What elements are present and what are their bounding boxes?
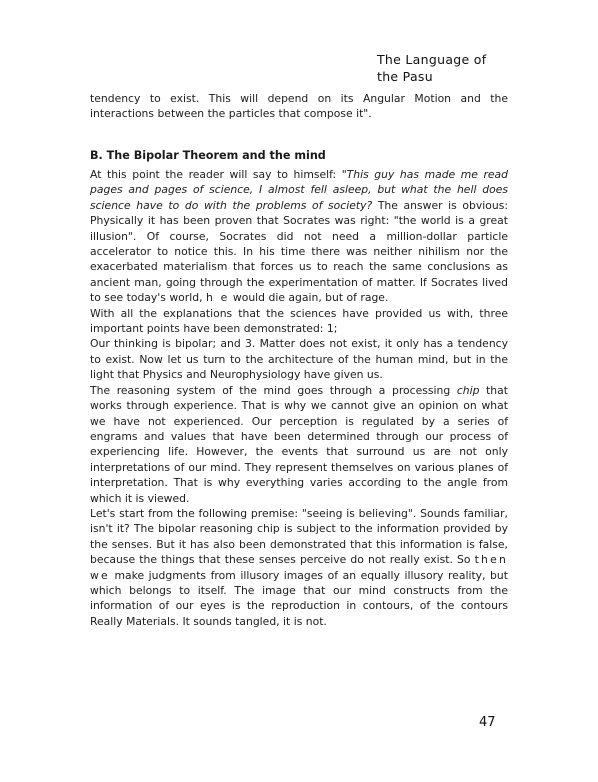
paragraph-1-quote: "This guy has made me read pages and pages of science, I almost fell asleep, but what the hell does science have to do with the problems of society? [90,168,509,212]
paragraph-1-spaced-word: h e [205,291,230,305]
paragraph-2: With all the explanations that the sciences have provided us with, three important points have been demonstrated: 1; [90,306,508,336]
paragraph-5-rest: make judgments from illusory images of an equally illusory reality, but which belongs to itself. The image that our mind constructs from the information of our eyes is the reproduction in contours, of the contours Really Materials. It sounds tangled, it is not. [90,568,508,628]
running-head [377,51,577,85]
section-heading: B. The Bipolar Theorem and the mind [90,149,326,162]
paragraph-4 [90,383,508,506]
paragraph-1-text: The answer is obvious: Physically it has been proven that Socrates was right: "the world is a great illusion". Of course, Socrates did not need a million-dollar particle accelerator to notice this. In his time there was neither nihilism nor the exacerbated materialism that forces us to reach the same conclusions as ancient man, going through the experimentation of matter. If Socrates lived to see today's world, [90,198,508,305]
paragraph-1-ending: would die again, but of rage. [229,291,389,305]
paragraph-1 [90,167,508,306]
paragraph-3: Our thinking is bipolar; and 3. Matter does not exist, it only has a tendency to exist. Now let us turn to the architecture of the human mind, but in the light that Physics and Neurophysiology have given us. [90,337,508,382]
paragraph-4-start: The reasoning system of the mind goes through a processing [90,383,457,397]
running-head-line-2: the Pasu [377,69,433,84]
paragraph-4-chip-word: chip [456,383,480,397]
paragraph-1-intro: At this point the reader will say to himself: [90,168,342,181]
paragraph-5-start: Let's start from the following premise: "seeing is believing". Sounds familiar, isn't it? The bipolar reasoning chip is subject to the information provided by the senses. But it has also been demonstrated that this information is false, because the things that these senses perceive do not really exist. So [90,506,508,567]
page-number: 47 [479,715,496,730]
running-head-line-1: The Language of [377,52,487,67]
paragraph-4-rest: that works through experience. That is why we cannot give an opinion on what we have not experienced. Our perception is regulated by a series of engrams and values that have been determined through our process of experiencing life. However, the events that surround us are not only interpretations of our mind. They represent themselves on various planes of interpretation. That is why everything varies according to the angle from which it is viewed. [90,383,508,505]
continued-paragraph: tendency to exist. This will depend on its Angular Motion and the interactions between the particles that compose it". [90,92,508,121]
paragraph-5-spaced-words: then we [90,553,508,582]
paragraph-5 [90,506,508,629]
body-text [90,167,508,629]
